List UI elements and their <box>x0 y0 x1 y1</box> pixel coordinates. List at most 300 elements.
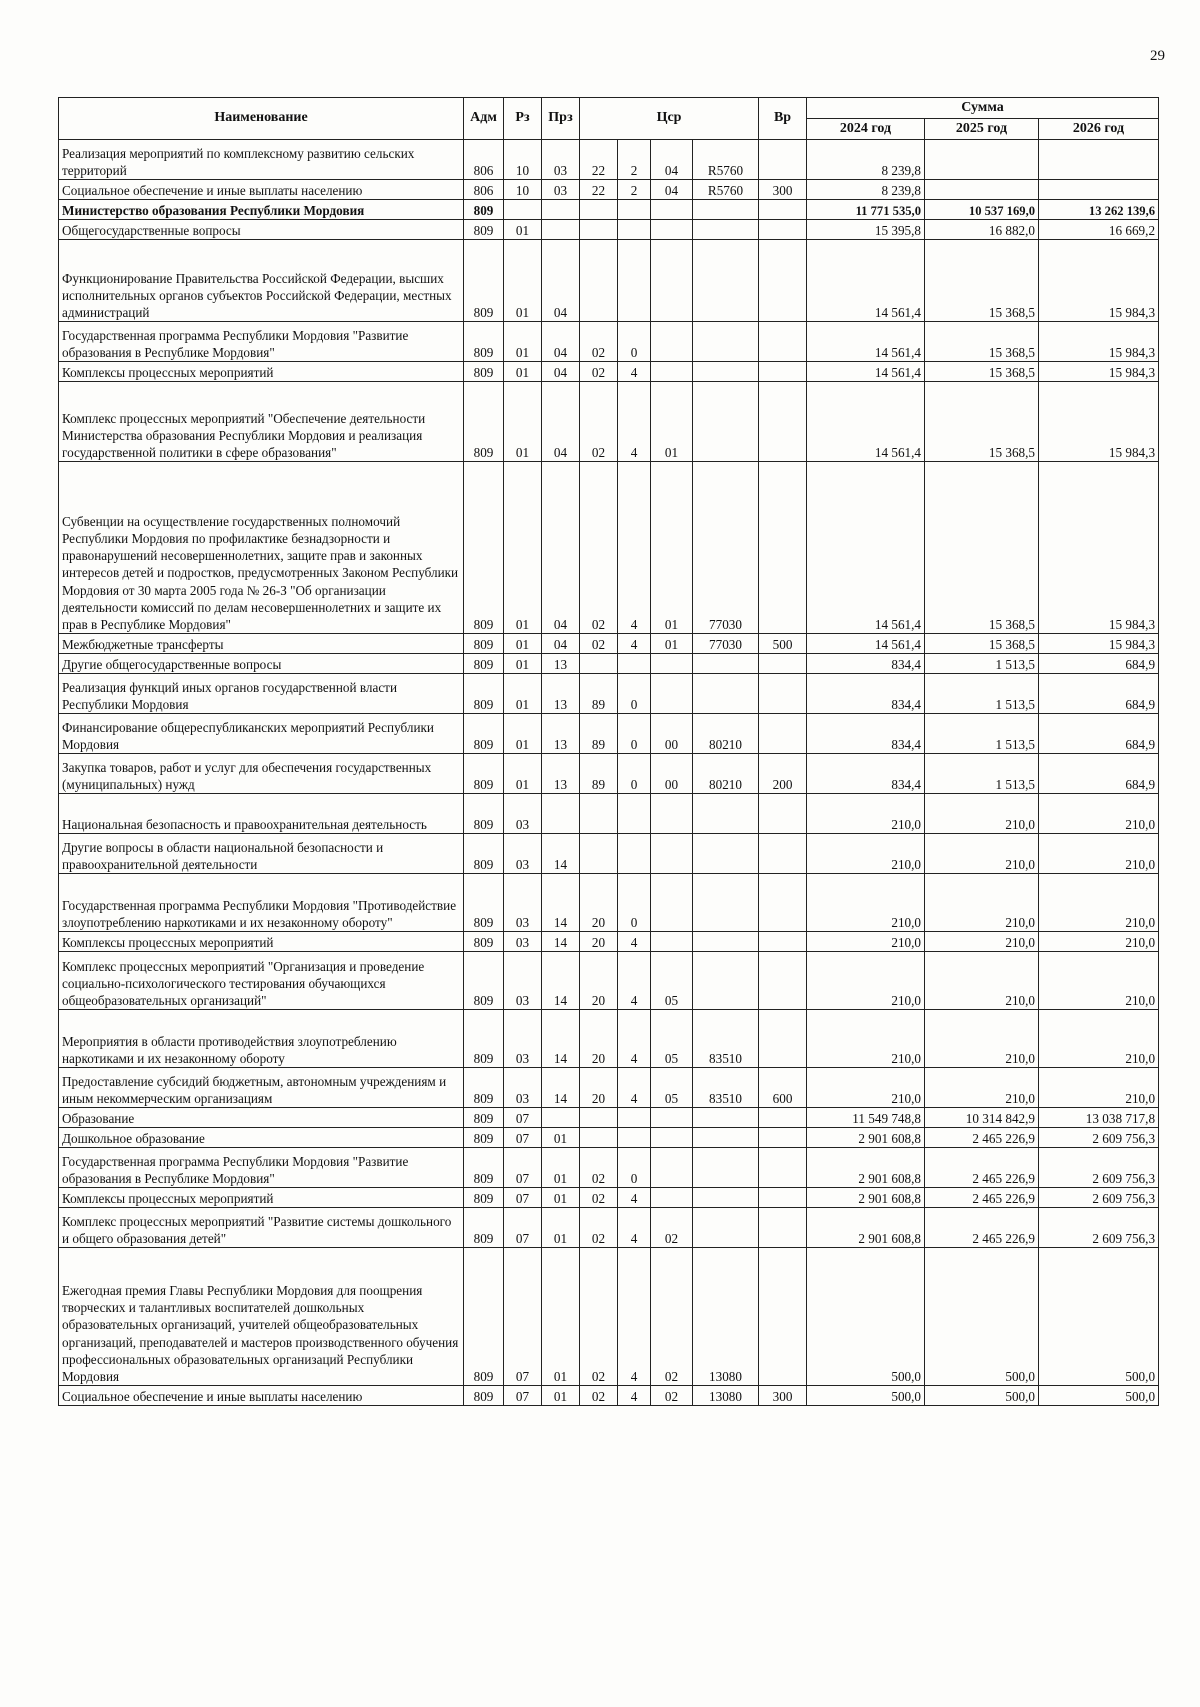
adm-cell: 809 <box>464 1188 504 1208</box>
csr-direction-cell <box>693 874 759 932</box>
csr-complex-cell: 02 <box>651 1386 693 1406</box>
csr-direction-cell <box>693 322 759 362</box>
csr-program-cell: 02 <box>580 634 618 654</box>
adm-cell: 809 <box>464 1386 504 1406</box>
sum-2026-cell: 684,9 <box>1039 754 1159 794</box>
table-row <box>59 1108 1159 1128</box>
csr-program-cell <box>580 1128 618 1148</box>
csr-type-cell: 4 <box>618 932 651 952</box>
adm-cell: 809 <box>464 874 504 932</box>
table-row <box>59 1248 1159 1386</box>
csr-type-cell: 0 <box>618 1148 651 1188</box>
sum-2025-cell: 1 513,5 <box>925 654 1039 674</box>
csr-type-cell <box>618 1108 651 1128</box>
sum-2026-cell <box>1039 180 1159 200</box>
vr-cell <box>759 462 807 634</box>
adm-cell: 809 <box>464 362 504 382</box>
sum-2026-cell: 210,0 <box>1039 1068 1159 1108</box>
sum-2025-cell: 15 368,5 <box>925 362 1039 382</box>
name-cell: Социальное обеспечение и иные выплаты населению <box>59 1386 464 1406</box>
prz-cell: 04 <box>542 462 580 634</box>
csr-complex-cell: 02 <box>651 1208 693 1248</box>
table-row <box>59 462 1159 634</box>
adm-cell: 809 <box>464 834 504 874</box>
sum-2025-cell: 500,0 <box>925 1248 1039 1386</box>
adm-cell: 809 <box>464 754 504 794</box>
sum-2024-cell: 14 561,4 <box>807 362 925 382</box>
rz-cell: 07 <box>504 1248 542 1386</box>
csr-type-cell <box>618 200 651 220</box>
header-2025: 2025 год <box>925 119 1039 140</box>
sum-2026-cell: 16 669,2 <box>1039 220 1159 240</box>
csr-direction-cell <box>693 674 759 714</box>
csr-complex-cell <box>651 322 693 362</box>
adm-cell: 809 <box>464 220 504 240</box>
vr-cell <box>759 140 807 180</box>
table-row <box>59 1010 1159 1068</box>
csr-direction-cell: 80210 <box>693 714 759 754</box>
adm-cell: 809 <box>464 1010 504 1068</box>
csr-program-cell: 02 <box>580 362 618 382</box>
adm-cell: 809 <box>464 654 504 674</box>
csr-program-cell: 02 <box>580 1386 618 1406</box>
header-csr: Цср <box>580 98 759 140</box>
rz-cell: 01 <box>504 362 542 382</box>
vr-cell <box>759 874 807 932</box>
sum-2026-cell: 2 609 756,3 <box>1039 1148 1159 1188</box>
rz-cell: 07 <box>504 1148 542 1188</box>
csr-direction-cell <box>693 1108 759 1128</box>
csr-direction-cell: 13080 <box>693 1386 759 1406</box>
csr-type-cell <box>618 240 651 322</box>
sum-2024-cell: 11 771 535,0 <box>807 200 925 220</box>
csr-complex-cell <box>651 362 693 382</box>
vr-cell <box>759 1148 807 1188</box>
sum-2025-cell: 210,0 <box>925 1068 1039 1108</box>
vr-cell <box>759 362 807 382</box>
prz-cell: 14 <box>542 834 580 874</box>
vr-cell <box>759 932 807 952</box>
csr-complex-cell <box>651 1108 693 1128</box>
vr-cell <box>759 220 807 240</box>
csr-program-cell <box>580 654 618 674</box>
csr-type-cell: 0 <box>618 322 651 362</box>
header-2024: 2024 год <box>807 119 925 140</box>
vr-cell: 600 <box>759 1068 807 1108</box>
sum-2025-cell: 2 465 226,9 <box>925 1208 1039 1248</box>
sum-2025-cell: 15 368,5 <box>925 322 1039 362</box>
csr-program-cell: 02 <box>580 1248 618 1386</box>
csr-complex-cell: 01 <box>651 382 693 462</box>
rz-cell: 07 <box>504 1208 542 1248</box>
table-row <box>59 362 1159 382</box>
sum-2025-cell: 2 465 226,9 <box>925 1128 1039 1148</box>
name-cell: Субвенции на осуществление государственных полномочий Республики Мордовия по профилактике безнадзорности и правонарушений несовершеннолетних, защите прав и законных интересов детей и подростков, предусмотренных Законом Республики Мордовия от 30 марта 2005 года № 26-З "Об организации деятельности комиссий по делам несовершеннолетних и защите их прав в Республике Мордовия" <box>59 462 464 634</box>
csr-program-cell <box>580 240 618 322</box>
csr-direction-cell <box>693 220 759 240</box>
prz-cell: 14 <box>542 1068 580 1108</box>
name-cell: Государственная программа Республики Мордовия "Развитие образования в Республике Мордовия" <box>59 1148 464 1188</box>
sum-2024-cell: 500,0 <box>807 1248 925 1386</box>
csr-complex-cell <box>651 220 693 240</box>
sum-2026-cell: 210,0 <box>1039 874 1159 932</box>
sum-2026-cell: 13 262 139,6 <box>1039 200 1159 220</box>
prz-cell: 13 <box>542 754 580 794</box>
csr-direction-cell <box>693 362 759 382</box>
sum-2026-cell: 210,0 <box>1039 794 1159 834</box>
sum-2026-cell: 15 984,3 <box>1039 382 1159 462</box>
name-cell: Социальное обеспечение и иные выплаты населению <box>59 180 464 200</box>
sum-2026-cell: 500,0 <box>1039 1248 1159 1386</box>
sum-2025-cell: 210,0 <box>925 952 1039 1010</box>
adm-cell: 809 <box>464 1068 504 1108</box>
sum-2024-cell: 2 901 608,8 <box>807 1148 925 1188</box>
csr-complex-cell <box>651 654 693 674</box>
prz-cell: 04 <box>542 240 580 322</box>
vr-cell <box>759 1010 807 1068</box>
name-cell: Закупка товаров, работ и услуг для обеспечения государственных (муниципальных) нужд <box>59 754 464 794</box>
sum-2026-cell: 210,0 <box>1039 932 1159 952</box>
csr-complex-cell: 02 <box>651 1248 693 1386</box>
prz-cell: 04 <box>542 362 580 382</box>
prz-cell <box>542 200 580 220</box>
csr-direction-cell <box>693 240 759 322</box>
csr-direction-cell <box>693 1148 759 1188</box>
rz-cell: 10 <box>504 180 542 200</box>
prz-cell: 01 <box>542 1208 580 1248</box>
table-row <box>59 140 1159 180</box>
csr-direction-cell: 77030 <box>693 462 759 634</box>
sum-2024-cell: 14 561,4 <box>807 634 925 654</box>
header-sum: Сумма <box>807 98 1159 119</box>
prz-cell: 01 <box>542 1128 580 1148</box>
csr-program-cell: 22 <box>580 140 618 180</box>
name-cell: Финансирование общереспубликанских мероприятий Республики Мордовия <box>59 714 464 754</box>
table-row <box>59 834 1159 874</box>
table-row <box>59 382 1159 462</box>
name-cell: Реализация мероприятий по комплексному развитию сельских территорий <box>59 140 464 180</box>
csr-complex-cell: 04 <box>651 180 693 200</box>
prz-cell: 01 <box>542 1188 580 1208</box>
sum-2024-cell: 210,0 <box>807 794 925 834</box>
prz-cell <box>542 794 580 834</box>
vr-cell <box>759 714 807 754</box>
prz-cell: 14 <box>542 874 580 932</box>
name-cell: Комплексы процессных мероприятий <box>59 1188 464 1208</box>
rz-cell: 01 <box>504 220 542 240</box>
sum-2024-cell: 500,0 <box>807 1386 925 1406</box>
table-row <box>59 952 1159 1010</box>
csr-type-cell: 4 <box>618 362 651 382</box>
csr-type-cell: 2 <box>618 140 651 180</box>
csr-type-cell <box>618 220 651 240</box>
csr-type-cell: 4 <box>618 382 651 462</box>
table-row <box>59 654 1159 674</box>
adm-cell: 809 <box>464 240 504 322</box>
rz-cell: 01 <box>504 322 542 362</box>
prz-cell <box>542 1108 580 1128</box>
csr-program-cell <box>580 200 618 220</box>
csr-complex-cell: 01 <box>651 462 693 634</box>
csr-program-cell: 02 <box>580 1188 618 1208</box>
sum-2024-cell: 210,0 <box>807 1010 925 1068</box>
sum-2026-cell: 500,0 <box>1039 1386 1159 1406</box>
sum-2026-cell: 2 609 756,3 <box>1039 1188 1159 1208</box>
rz-cell: 03 <box>504 932 542 952</box>
table-body <box>59 140 1159 1406</box>
name-cell: Другие вопросы в области национальной безопасности и правоохранительной деятельности <box>59 834 464 874</box>
csr-program-cell: 02 <box>580 1148 618 1188</box>
rz-cell: 03 <box>504 874 542 932</box>
csr-type-cell: 4 <box>618 1068 651 1108</box>
vr-cell: 300 <box>759 1386 807 1406</box>
name-cell: Предоставление субсидий бюджетным, автономным учреждениям и иным некоммерческим организациям <box>59 1068 464 1108</box>
csr-program-cell: 89 <box>580 674 618 714</box>
csr-program-cell: 20 <box>580 1010 618 1068</box>
csr-program-cell: 02 <box>580 462 618 634</box>
sum-2025-cell: 16 882,0 <box>925 220 1039 240</box>
csr-program-cell: 20 <box>580 874 618 932</box>
sum-2025-cell: 2 465 226,9 <box>925 1148 1039 1188</box>
sum-2026-cell: 15 984,3 <box>1039 322 1159 362</box>
prz-cell: 14 <box>542 932 580 952</box>
sum-2025-cell: 10 314 842,9 <box>925 1108 1039 1128</box>
csr-program-cell <box>580 834 618 874</box>
sum-2025-cell: 2 465 226,9 <box>925 1188 1039 1208</box>
vr-cell: 300 <box>759 180 807 200</box>
table-row <box>59 1068 1159 1108</box>
csr-direction-cell <box>693 382 759 462</box>
csr-program-cell: 02 <box>580 1208 618 1248</box>
csr-program-cell: 20 <box>580 932 618 952</box>
sum-2026-cell: 684,9 <box>1039 714 1159 754</box>
prz-cell: 14 <box>542 952 580 1010</box>
sum-2024-cell: 14 561,4 <box>807 382 925 462</box>
name-cell: Мероприятия в области противодействия злоупотреблению наркотиками и их незаконному обороту <box>59 1010 464 1068</box>
csr-type-cell: 4 <box>618 1248 651 1386</box>
table-row <box>59 754 1159 794</box>
sum-2026-cell: 15 984,3 <box>1039 634 1159 654</box>
adm-cell: 806 <box>464 140 504 180</box>
csr-type-cell: 4 <box>618 462 651 634</box>
rz-cell: 07 <box>504 1188 542 1208</box>
sum-2026-cell: 15 984,3 <box>1039 462 1159 634</box>
sum-2024-cell: 14 561,4 <box>807 322 925 362</box>
vr-cell <box>759 654 807 674</box>
vr-cell <box>759 1128 807 1148</box>
csr-complex-cell: 04 <box>651 140 693 180</box>
name-cell: Дошкольное образование <box>59 1128 464 1148</box>
name-cell: Комплекс процессных мероприятий "Обеспечение деятельности Министерства образования Республики Мордовия и реализация государственной политики в сфере образования" <box>59 382 464 462</box>
csr-direction-cell <box>693 1188 759 1208</box>
adm-cell: 809 <box>464 200 504 220</box>
vr-cell: 200 <box>759 754 807 794</box>
sum-2025-cell: 210,0 <box>925 932 1039 952</box>
csr-direction-cell <box>693 834 759 874</box>
sum-2024-cell: 210,0 <box>807 932 925 952</box>
table-row <box>59 874 1159 932</box>
rz-cell: 03 <box>504 1068 542 1108</box>
rz-cell: 01 <box>504 634 542 654</box>
csr-type-cell: 4 <box>618 1208 651 1248</box>
sum-2025-cell: 500,0 <box>925 1386 1039 1406</box>
table-row <box>59 322 1159 362</box>
csr-type-cell: 2 <box>618 180 651 200</box>
prz-cell: 01 <box>542 1148 580 1188</box>
name-cell: Образование <box>59 1108 464 1128</box>
name-cell: Государственная программа Республики Мордовия "Развитие образования в Республике Мордовия" <box>59 322 464 362</box>
budget-table <box>58 97 1159 1406</box>
csr-complex-cell: 05 <box>651 1010 693 1068</box>
sum-2024-cell: 834,4 <box>807 654 925 674</box>
sum-2026-cell: 15 984,3 <box>1039 362 1159 382</box>
adm-cell: 809 <box>464 1108 504 1128</box>
sum-2025-cell: 1 513,5 <box>925 674 1039 714</box>
table-row <box>59 634 1159 654</box>
adm-cell: 809 <box>464 1248 504 1386</box>
prz-cell: 13 <box>542 674 580 714</box>
vr-cell <box>759 240 807 322</box>
table-row <box>59 200 1159 220</box>
sum-2025-cell: 210,0 <box>925 1010 1039 1068</box>
csr-direction-cell <box>693 794 759 834</box>
adm-cell: 809 <box>464 674 504 714</box>
csr-direction-cell <box>693 932 759 952</box>
sum-2024-cell: 11 549 748,8 <box>807 1108 925 1128</box>
adm-cell: 809 <box>464 382 504 462</box>
sum-2024-cell: 834,4 <box>807 754 925 794</box>
prz-cell: 14 <box>542 1010 580 1068</box>
csr-type-cell: 0 <box>618 674 651 714</box>
table-row <box>59 220 1159 240</box>
vr-cell <box>759 834 807 874</box>
prz-cell <box>542 220 580 240</box>
table-row <box>59 180 1159 200</box>
csr-program-cell: 89 <box>580 754 618 794</box>
csr-program-cell <box>580 220 618 240</box>
prz-cell: 04 <box>542 382 580 462</box>
csr-complex-cell: 00 <box>651 754 693 794</box>
csr-type-cell <box>618 794 651 834</box>
sum-2024-cell: 834,4 <box>807 714 925 754</box>
sum-2025-cell: 1 513,5 <box>925 714 1039 754</box>
header-rz: Рз <box>504 98 542 140</box>
csr-type-cell <box>618 834 651 874</box>
csr-type-cell: 0 <box>618 754 651 794</box>
csr-direction-cell: R5760 <box>693 180 759 200</box>
csr-direction-cell <box>693 1208 759 1248</box>
csr-complex-cell <box>651 200 693 220</box>
csr-program-cell: 89 <box>580 714 618 754</box>
sum-2024-cell: 2 901 608,8 <box>807 1208 925 1248</box>
csr-complex-cell: 00 <box>651 714 693 754</box>
sum-2024-cell: 8 239,8 <box>807 140 925 180</box>
rz-cell: 07 <box>504 1108 542 1128</box>
sum-2025-cell: 1 513,5 <box>925 754 1039 794</box>
csr-complex-cell <box>651 874 693 932</box>
rz-cell: 01 <box>504 240 542 322</box>
csr-complex-cell <box>651 794 693 834</box>
csr-direction-cell: 77030 <box>693 634 759 654</box>
sum-2024-cell: 210,0 <box>807 952 925 1010</box>
page-number: 29 <box>1150 48 1165 64</box>
table-row <box>59 714 1159 754</box>
rz-cell: 01 <box>504 462 542 634</box>
adm-cell: 809 <box>464 952 504 1010</box>
sum-2026-cell: 684,9 <box>1039 654 1159 674</box>
name-cell: Реализация функций иных органов государственной власти Республики Мордовия <box>59 674 464 714</box>
csr-type-cell: 4 <box>618 1010 651 1068</box>
sum-2026-cell: 2 609 756,3 <box>1039 1208 1159 1248</box>
csr-direction-cell <box>693 654 759 674</box>
rz-cell: 07 <box>504 1128 542 1148</box>
table-row <box>59 1188 1159 1208</box>
sum-2024-cell: 2 901 608,8 <box>807 1128 925 1148</box>
prz-cell: 01 <box>542 1386 580 1406</box>
sum-2025-cell: 15 368,5 <box>925 240 1039 322</box>
csr-direction-cell <box>693 200 759 220</box>
csr-complex-cell <box>651 1128 693 1148</box>
sum-2025-cell: 10 537 169,0 <box>925 200 1039 220</box>
sum-2024-cell: 2 901 608,8 <box>807 1188 925 1208</box>
rz-cell: 01 <box>504 674 542 714</box>
prz-cell: 03 <box>542 140 580 180</box>
prz-cell: 13 <box>542 654 580 674</box>
header-adm: Адм <box>464 98 504 140</box>
name-cell: Комплекс процессных мероприятий "Организация и проведение социально-психологического тестирования обучающихся общеобразовательных организаций" <box>59 952 464 1010</box>
adm-cell: 809 <box>464 322 504 362</box>
sum-2024-cell: 210,0 <box>807 874 925 932</box>
csr-complex-cell <box>651 1148 693 1188</box>
name-cell: Функционирование Правительства Российской Федерации, высших исполнительных органов субъектов Российской Федерации, местных администраций <box>59 240 464 322</box>
adm-cell: 809 <box>464 714 504 754</box>
sum-2025-cell <box>925 140 1039 180</box>
sum-2026-cell: 210,0 <box>1039 952 1159 1010</box>
sum-2024-cell: 14 561,4 <box>807 462 925 634</box>
csr-program-cell: 02 <box>580 382 618 462</box>
sum-2024-cell: 8 239,8 <box>807 180 925 200</box>
sum-2025-cell: 210,0 <box>925 794 1039 834</box>
vr-cell <box>759 1188 807 1208</box>
sum-2025-cell <box>925 180 1039 200</box>
csr-type-cell: 0 <box>618 714 651 754</box>
sum-2025-cell: 15 368,5 <box>925 382 1039 462</box>
rz-cell: 01 <box>504 654 542 674</box>
rz-cell: 03 <box>504 794 542 834</box>
csr-program-cell <box>580 794 618 834</box>
name-cell: Министерство образования Республики Мордовия <box>59 200 464 220</box>
vr-cell <box>759 322 807 362</box>
sum-2024-cell: 834,4 <box>807 674 925 714</box>
header-vr: Вр <box>759 98 807 140</box>
csr-direction-cell: 80210 <box>693 754 759 794</box>
csr-complex-cell: 01 <box>651 634 693 654</box>
header-2026: 2026 год <box>1039 119 1159 140</box>
table-row <box>59 1386 1159 1406</box>
adm-cell: 809 <box>464 634 504 654</box>
sum-2024-cell: 210,0 <box>807 834 925 874</box>
header-name: Наименование <box>59 98 464 140</box>
vr-cell <box>759 382 807 462</box>
csr-program-cell <box>580 1108 618 1128</box>
vr-cell <box>759 1248 807 1386</box>
csr-program-cell: 20 <box>580 1068 618 1108</box>
csr-program-cell: 02 <box>580 322 618 362</box>
csr-complex-cell: 05 <box>651 952 693 1010</box>
csr-direction-cell: 13080 <box>693 1248 759 1386</box>
csr-direction-cell <box>693 1128 759 1148</box>
csr-type-cell: 4 <box>618 1386 651 1406</box>
